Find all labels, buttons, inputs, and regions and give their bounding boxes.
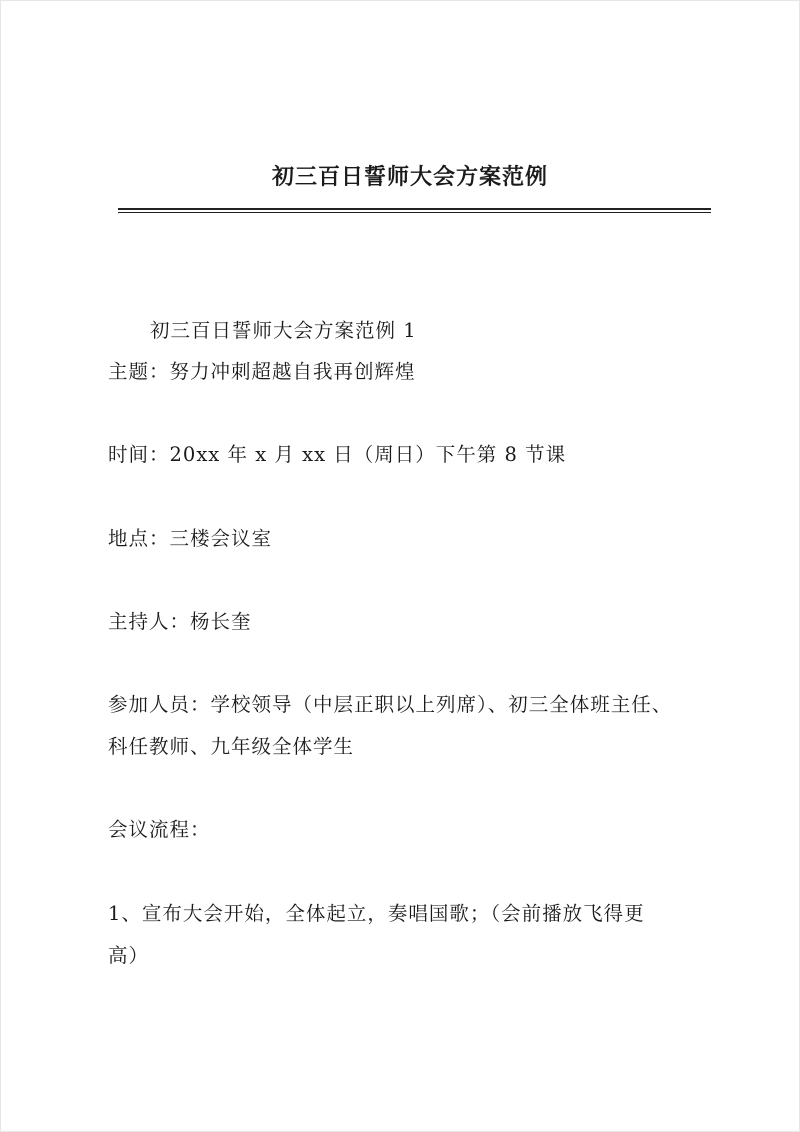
document-title: 初三百日誓师大会方案范例: [271, 164, 548, 190]
subheading: 初三百日誓师大会方案范例 1: [150, 319, 417, 342]
participants-line-1: 参加人员：学校领导（中层正职以上列席）、初三全体班主任、: [108, 693, 673, 716]
agenda-item-1-line-1: 1、宣布大会开始，全体起立，奏唱国歌；（会前播放飞得更: [108, 902, 645, 925]
host-line: 主持人：杨长奎: [108, 610, 252, 633]
theme-line: 主题：努力冲刺超越自我再创辉煌: [108, 360, 416, 383]
participants-line-2: 科任教师、九年级全体学生: [108, 735, 355, 758]
time-line: 时间：20xx 年 x 月 xx 日（周日）下午第 8 节课: [108, 443, 567, 466]
agenda-item-1-line-2: 高）: [108, 944, 150, 967]
location-line: 地点：三楼会议室: [108, 527, 273, 550]
agenda-heading: 会议流程：: [108, 818, 211, 841]
title-divider: [118, 208, 711, 213]
